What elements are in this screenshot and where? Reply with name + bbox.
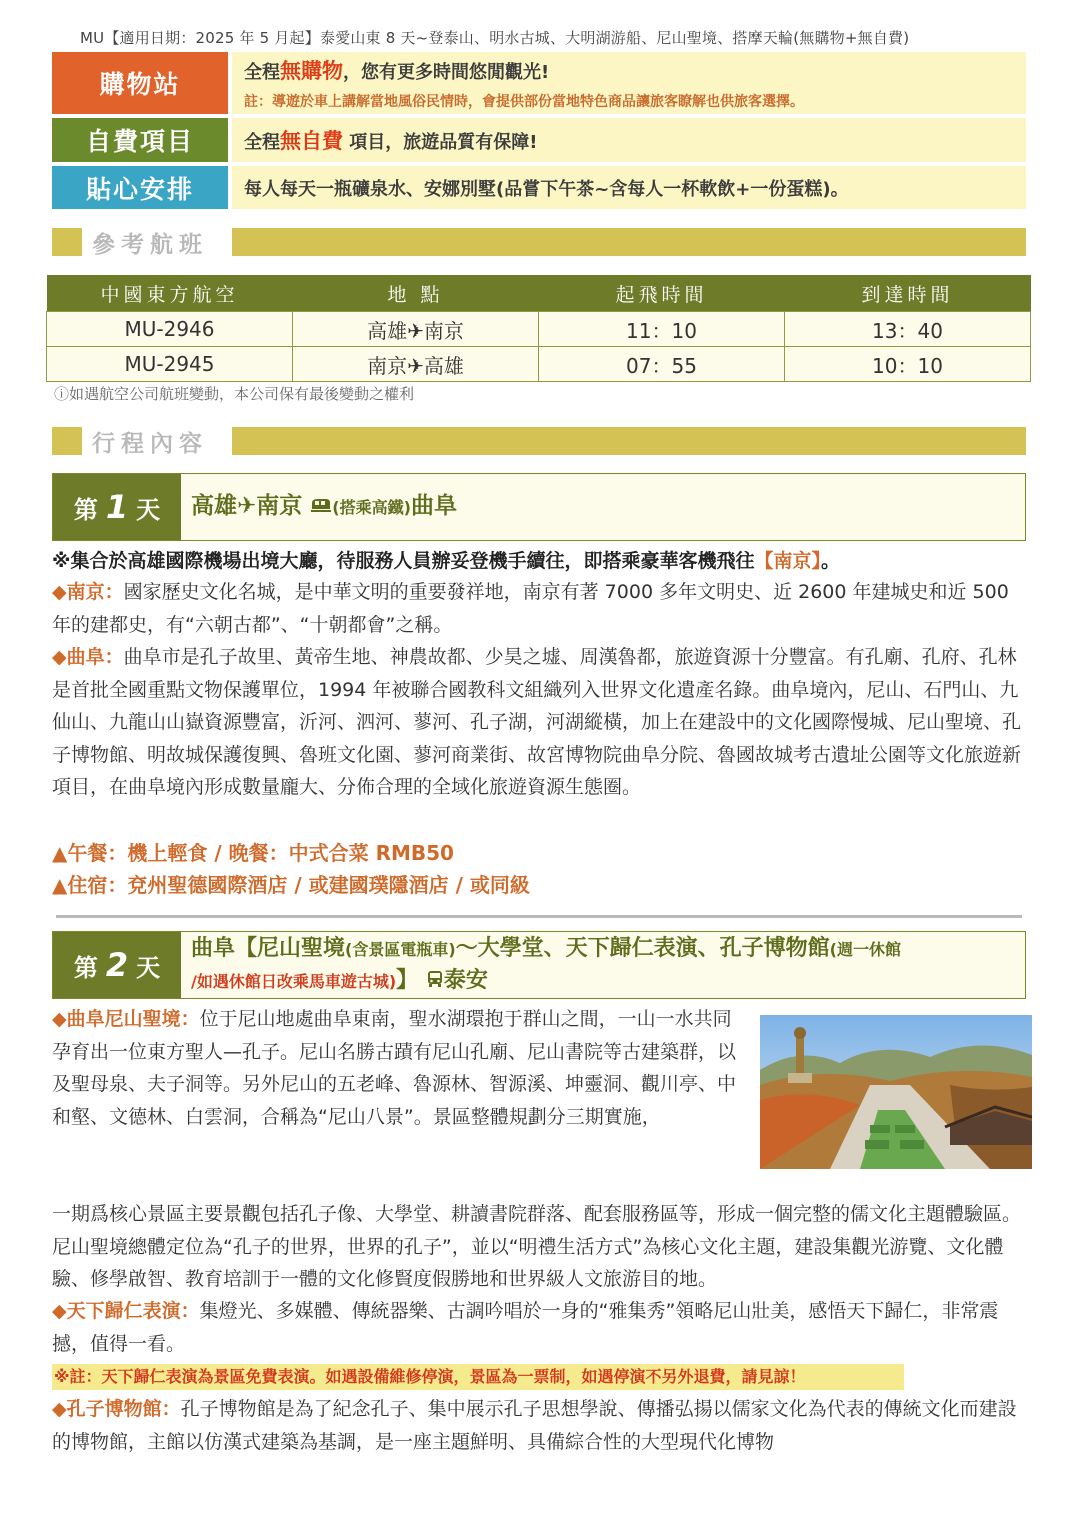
feature-shopping-row xyxy=(52,52,1026,114)
shopping-content xyxy=(232,52,1026,114)
plane-icon: ✈ xyxy=(407,318,424,343)
shopping-note: 註：導遊於車上講解當地風俗民情時，會提供部份當地特色商品讓旅客瞭解也供旅客選擇。 xyxy=(244,94,804,110)
optional-highlight: 無自費 xyxy=(280,129,343,153)
train-icon xyxy=(310,490,332,523)
day1-intro: ※集合於高雄國際機場出境大廳，待服務人員辦妥登機手續往，即搭乘豪華客機飛往【南京】。 xyxy=(52,550,841,572)
flight-depart: 07：55 xyxy=(539,347,785,382)
flight-note: ⓘ如遇航空公司航班變動，本公司保有最後變動之權利 xyxy=(54,385,415,403)
plane-icon: ✈ xyxy=(407,353,424,378)
show-warning: ※註：天下歸仁表演為景區免費表演。如遇設備維修停演，景區為一票制，如遇停演不另外退費，請見諒！ xyxy=(52,1364,904,1390)
shopping-label: 購物站 xyxy=(52,52,228,114)
day2-header xyxy=(52,931,1026,999)
flights-section-title: 參考航班 xyxy=(92,232,208,258)
bullet-icon: ◆ xyxy=(52,581,67,603)
itinerary-section-title: 行程內容 xyxy=(92,431,208,457)
day1-meals: ▲午餐：機上輕食 / 晚餐：中式合菜 RMB50 xyxy=(52,841,454,865)
flight-code: MU-2946 xyxy=(47,312,293,347)
shopping-main-before: 全程 xyxy=(244,62,280,83)
nishan-paragraph-part: ◆曲阜尼山聖境：位于尼山地處曲阜東南，聖水湖環抱于群山之間，一山一水共同孕育出一位東方聖人—孔子。尼山名勝古蹟有尼山孔廟、尼山書院等古建築群，以及聖母泉、夫子洞等。另外尼山的五老峰、魯源林、智源溪、坤靈洞、觀川亭、中和壑、文德林、白雲洞，合稱為“尼山八景”。景區整體規劃分三期實施， xyxy=(52,1008,737,1128)
info-icon: ⓘ xyxy=(54,385,70,403)
day1-hotel: ▲住宿：兗州聖德國際酒店 / 或建國璞隱酒店 / 或同級 xyxy=(52,873,530,897)
nishan-paragraph-rest: 一期爲核心景區主要景觀包括孔子像、大學堂、耕讀書院群落、配套服務區等，形成一個完整的儒文化主題體驗區。尼山聖境總體定位為“孔子的世界，世界的孔子”，並以“明禮生活方式”為核心文化主題，建設集觀光游覽、文化體驗、修學啟智、教育培訓于一體的文化修賢度假勝地和世界級人文旅游目的地。 xyxy=(52,1203,1022,1290)
qufu-paragraph: ◆曲阜：曲阜市是孔子故里、黃帝生地、神農故都、少昊之墟、周漢魯都，旅遊資源十分豐富。有孔廟、孔府、孔林是首批全國重點文物保護單位，1994 年被聯合國教科文組織列入世界文化遺產名錄。曲阜境內，尼山、石門山、九仙山、九龍山山嶽資源豐富，沂河、泗河、蓼河、孔子湖，河湖縱橫，加上在建設中的文化國際慢城、尼山聖境、孔子博物館、明故城保護復興、魯班文化園、蓼河商業街、故宮博物院曲阜分院、魯國故城考古遺址公園等文化旅遊新項目，在曲阜境內形成數量龐大、分佈合理的全域化旅遊資源生態圈。 xyxy=(52,646,1022,798)
flights-section-header xyxy=(52,228,1026,256)
shopping-highlight: 無購物 xyxy=(280,59,343,83)
museum-paragraph: ◆孔子博物館：孔子博物館是為了紀念孔子、集中展示孔子思想學說、傳播弘揚以儒家文化為代表的傳統文化而建設的博物館，主館以仿漢式建築為基調，是一座主題鮮明、具備綜合性的大型現代化博物 xyxy=(52,1398,1017,1453)
show-paragraph: ◆天下歸仁表演：集燈光、多媒體、傳統器樂、古調吟唱於一身的“雅集秀”領略尼山壯美，感悟天下歸仁，非常震撼，值得一看。 xyxy=(52,1300,999,1355)
nishan-photo xyxy=(760,1015,1032,1169)
flight-route: 南京✈高雄 xyxy=(293,347,539,382)
flight-code: MU-2945 xyxy=(47,347,293,382)
day2-title: 曲阜【尼山聖境(含景區電瓶車)～大學堂、天下歸仁表演、孔子博物館(週一休館 /如遇休館日改乘馬車遊古城)】 泰安 xyxy=(181,932,1025,998)
itinerary-section-header xyxy=(52,427,1026,455)
shopping-main-after: ，您有更多時間悠閒觀光! xyxy=(343,62,550,83)
day1-title: 高雄✈南京 (搭乘高鐵)曲阜 xyxy=(181,474,1025,540)
flight-arrive: 10：10 xyxy=(785,347,1031,382)
bus-icon xyxy=(426,966,444,997)
optional-label: 自費項目 xyxy=(52,118,228,162)
care-label: 貼心安排 xyxy=(52,166,228,209)
plane-icon: ✈ xyxy=(237,493,257,519)
table-row xyxy=(47,312,1031,347)
day1-badge: 第 1 天 xyxy=(53,474,181,540)
flight-arrive: 13：40 xyxy=(785,312,1031,347)
bullet-icon: ◆ xyxy=(52,1398,67,1420)
bullet-icon: ◆ xyxy=(52,646,67,668)
flight-table xyxy=(46,275,1031,382)
optional-main-before: 全程 xyxy=(244,132,280,153)
flight-table-header xyxy=(47,275,1031,312)
care-text: 每人每天一瓶礦泉水、安娜別墅(品嘗下午茶~含每人一杯軟飲+一份蛋糕)。 xyxy=(244,178,849,200)
flight-route: 高雄✈南京 xyxy=(293,312,539,347)
page-title: MU【適用日期：2025 年 5 月起】泰愛山東 8 天~登泰山、明水古城、大明湖游船、尼山聖境、搭摩天輪(無購物+無自費) xyxy=(80,29,910,47)
feature-optional-row xyxy=(52,118,1026,162)
flight-header-depart: 起飛時間 xyxy=(539,275,785,312)
feature-care-row xyxy=(52,166,1026,209)
flight-header-airline: 中國東方航空 xyxy=(47,275,293,312)
care-content xyxy=(232,166,1026,209)
flight-header-arrive: 到達時間 xyxy=(785,275,1031,312)
day1-header xyxy=(52,473,1026,541)
table-row xyxy=(47,347,1031,382)
optional-main-after: 項目，旅遊品質有保障! xyxy=(343,132,538,153)
optional-content xyxy=(232,118,1026,162)
bullet-icon: ◆ xyxy=(52,1300,67,1322)
divider xyxy=(56,915,1022,918)
flight-depart: 11：10 xyxy=(539,312,785,347)
flight-header-location: 地 點 xyxy=(293,275,539,312)
nanjing-paragraph: ◆南京：國家歷史文化名城，是中華文明的重要發祥地，南京有著 7000 多年文明史、近 2600 年建城史和近 500 年的建都史，有“六朝古都”、“十朝都會”之稱。 xyxy=(52,581,1009,636)
day2-badge: 第 2 天 xyxy=(53,932,181,998)
bullet-icon: ◆ xyxy=(52,1008,67,1030)
